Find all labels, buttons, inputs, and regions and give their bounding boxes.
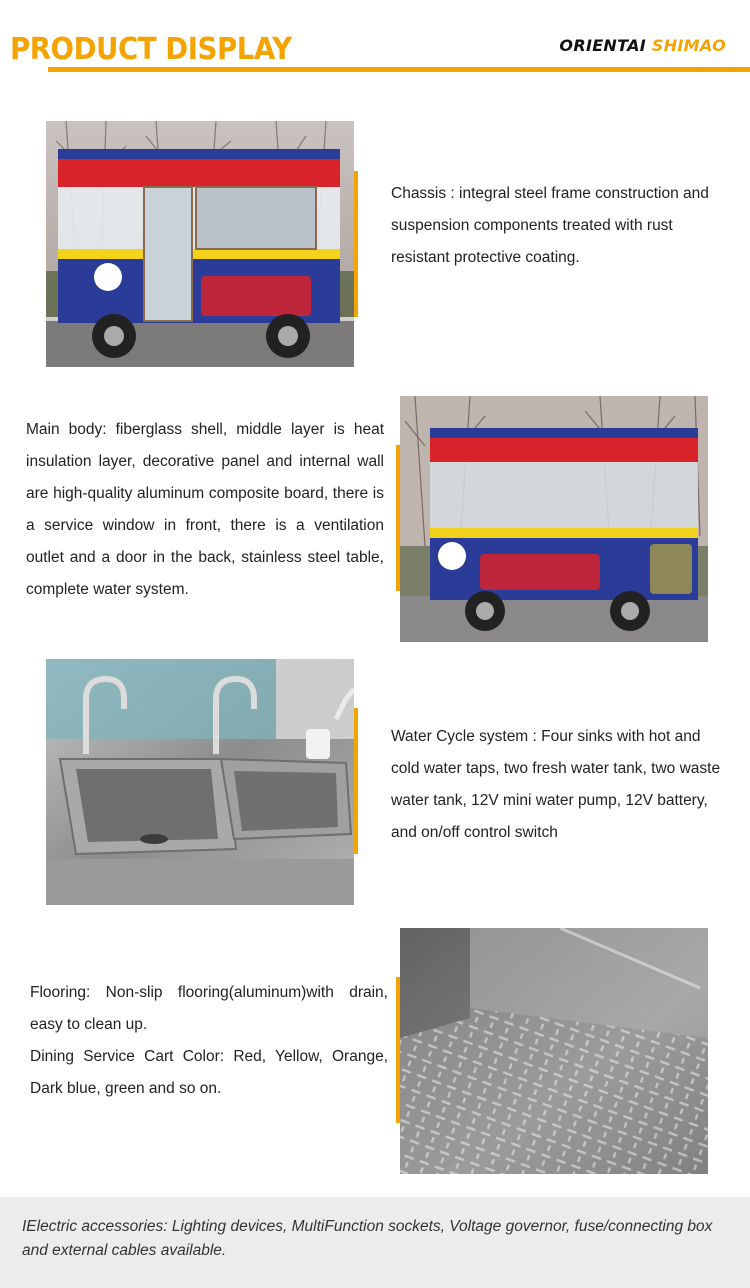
stainless-sinks-photo [46,659,354,905]
footer-panel [0,1197,750,1288]
section-3-accent-bar [354,708,358,854]
header-divider [48,67,750,72]
brand-logo-prefix: ORIENTAI [559,36,652,55]
page-header [0,0,750,80]
chassis-description: Chassis : integral steel frame construction and suspension components treated with rust resistant protective coating. [391,185,709,266]
page-title: PRODUCT DISPLAY [10,32,292,67]
brand-logo [559,36,726,55]
electric-accessories-note: IElectric accessories: Lighting devices, MultiFunction sockets, Voltage governor, fuse/connecting box and external cables available. [22,1218,713,1259]
food-truck-front-photo [400,396,708,642]
water-cycle-description: Water Cycle system : Four sinks with hot and cold water taps, two fresh water tank, two waste water tank, 12V mini water pump, 12V battery, and on/off control switch [391,728,721,841]
cart-color-description: Dining Service Cart Color: Red, Yellow, Orange, Dark blue, green and so on. [30,1048,388,1097]
food-truck-side-photo [46,121,354,367]
main-body-description: Main body: fiberglass shell, middle layer is heat insulation layer, decorative panel and internal wall are high-quality aluminum composite board, there is a service window in front, there is a ventilation outlet and a door in the back, stainless steel table, complete water system. [26,421,384,598]
aluminum-floor-photo [400,928,708,1174]
brand-logo-accent: SHIMAO [651,36,726,55]
section-1-accent-bar [354,171,358,317]
flooring-description: Flooring: Non-slip flooring(aluminum)with drain, easy to clean up. [30,984,388,1033]
